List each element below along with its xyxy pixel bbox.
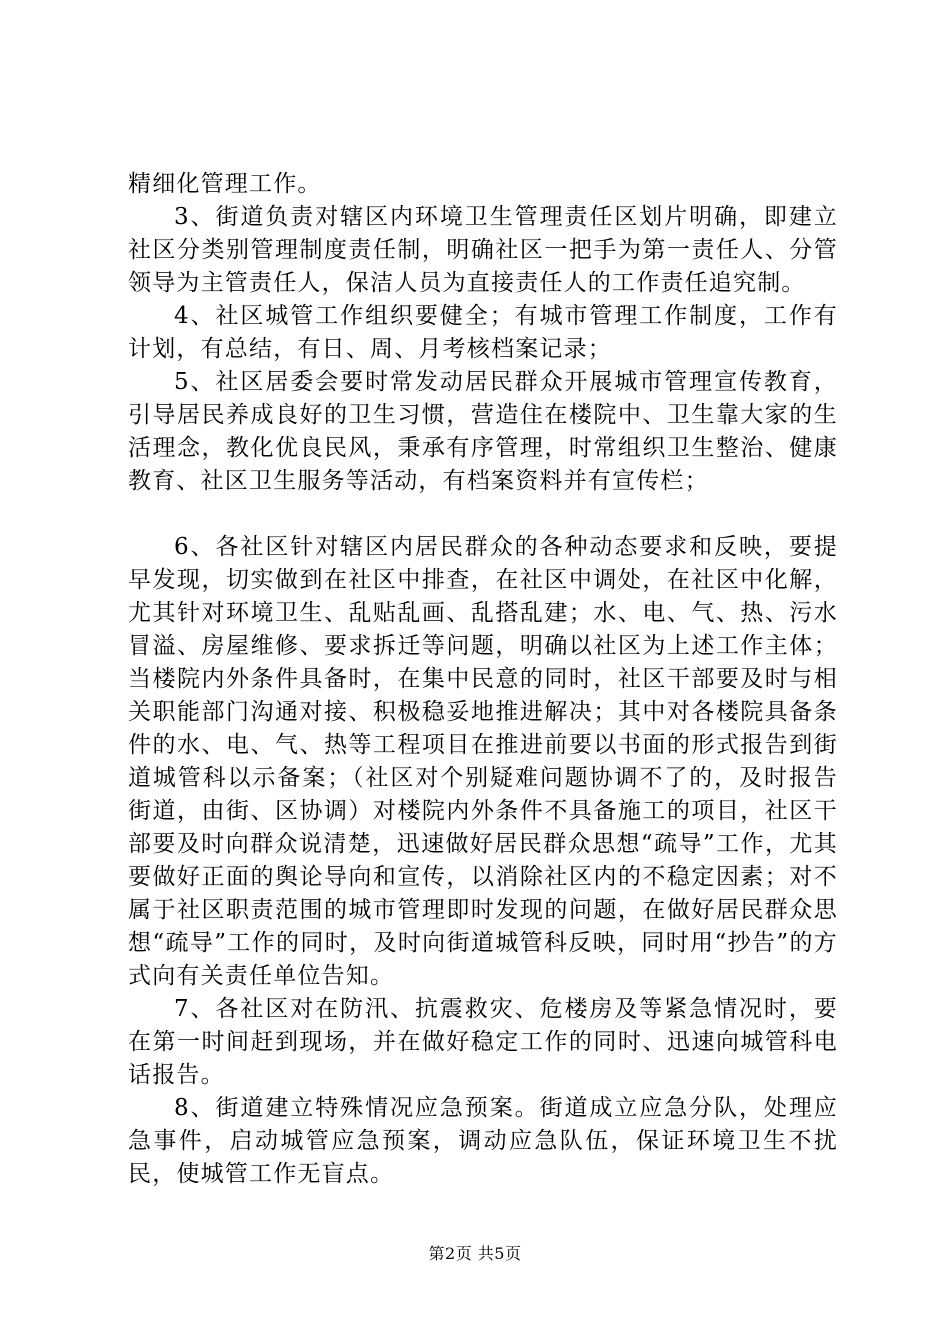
paragraph-spacer (128, 498, 838, 531)
paragraph-item-7: 7、各社区对在防汛、抗震救灾、危楼房及等紧急情况时，要在第一时间赶到现场，并在做好稳定工作的同时、迅速向城管科电话报告。 (128, 996, 838, 1088)
paragraph-continuation: 精细化管理工作。 (128, 171, 322, 197)
paragraph-item-8: 8、街道建立特殊情况应急预案。街道成立应急分队，处理应急事件，启动城管应急预案，调动应急队伍，保证环境卫生不扰民，使城管工作无盲点。 (128, 1095, 838, 1187)
paragraph-item-5: 5、社区居委会要时常发动居民群众开展城市管理宣传教育，引导居民养成良好的卫生习惯，营造住在楼院中、卫生靠大家的生活理念，教化优良民风，秉承有序管理，时常组织卫生整治、健康教育、社区卫生服务等活动，有档案资料并有宣传栏； (128, 369, 838, 494)
document-body (128, 168, 838, 1191)
paragraph-item-3: 3、街道负责对辖区内环境卫生管理责任区划片明确，即建立社区分类别管理制度责任制，明确社区一把手为第一责任人、分管领导为主管责任人，保洁人员为直接责任人的工作责任追究制。 (128, 204, 838, 296)
page-number-footer: 第2页 共5页 (428, 1244, 522, 1263)
paragraph-item-4: 4、社区城管工作组织要健全；有城市管理工作制度，工作有计划，有总结，有日、周、月考核档案记录； (128, 303, 838, 362)
paragraph-item-6: 6、各社区针对辖区内居民群众的各种动态要求和反映，要提早发现，切实做到在社区中排查，在社区中调处，在社区中化解，尤其针对环境卫生、乱贴乱画、乱搭乱建；水、电、气、热、污水冒溢、房屋维修、要求拆迁等问题，明确以社区为上述工作主体；当楼院内外条件具备时，在集中民意的同时，社区干部要及时与相关职能部门沟通对接、积极稳妥地推进解决；其中对各楼院具备条件的水、电、气、热等工程项目在推进前要以书面的形式报告到街道城管科以示备案；（社区对个别疑难问题协调不了的，及时报告街道，由街、区协调）对楼院内外条件不具备施工的项目，社区干部要及时向群众说清楚，迅速做好居民群众思想“疏导”工作，尤其要做好正面的舆论导向和宣传，以消除社区内的不稳定因素；对不属于社区职责范围的城市管理即时发现的问题，在做好居民群众思想“疏导”工作的同时，及时向街道城管科反映，同时用“抄告”的方式向有关责任单位告知。 (128, 534, 838, 989)
